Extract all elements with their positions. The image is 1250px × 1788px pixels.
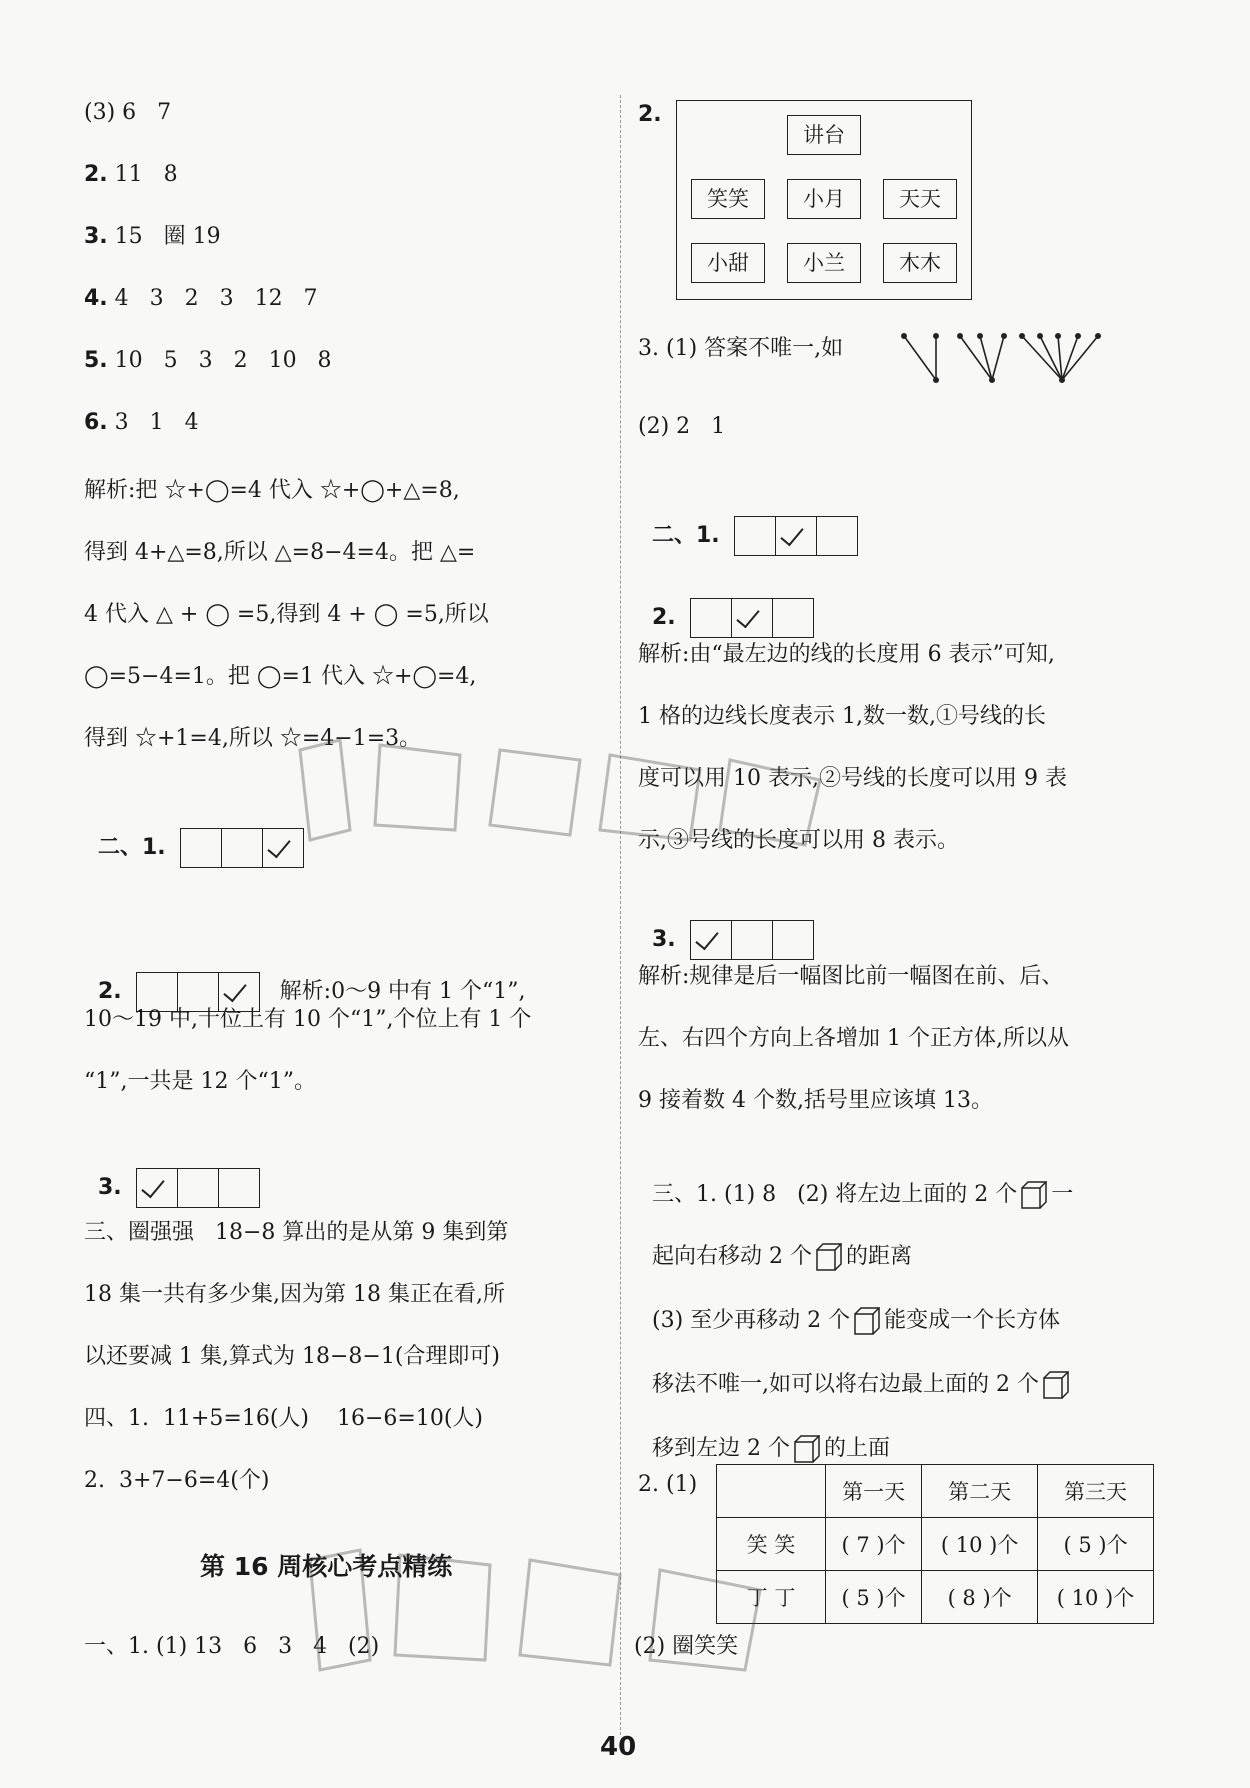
seat: 小月 <box>787 179 861 219</box>
analysis-line: 10～19 中,十位上有 10 个“1”,个位上有 1 个 <box>84 1007 532 1032</box>
cube-icon <box>794 1435 820 1463</box>
choice-box <box>218 1168 260 1208</box>
table-cell: 笑 笑 <box>717 1518 826 1571</box>
answer-line: 起向右移动 2 个 的距离 <box>652 1244 912 1269</box>
count-table <box>716 1464 1154 1624</box>
checked-box <box>690 920 732 960</box>
seat: 笑笑 <box>691 179 765 219</box>
analysis-line: 解析:由“最左边的线的长度用 6 表示”可知, <box>638 642 1055 667</box>
answer-line: 2. 3+7−6=4(个) <box>84 1468 270 1493</box>
choice-question: 二、1. <box>84 798 303 868</box>
table-header: 第三天 <box>1038 1465 1154 1518</box>
week-title: 第 16 周核心考点精练 <box>200 1552 453 1581</box>
choice-box <box>816 516 858 556</box>
analysis-line: ◯=5−4=1。把 ◯=1 代入 ☆+◯=4, <box>84 664 477 689</box>
seat: 木木 <box>883 243 957 283</box>
answer-line: (2) 2 1 <box>638 414 726 439</box>
analysis-line: 得到 ☆+1=4,所以 ☆=4−1=3。 <box>84 726 422 751</box>
answer-line: 四、1. 11+5=16(人) 16−6=10(人) <box>84 1406 483 1431</box>
column-divider <box>620 95 621 1735</box>
choice-question: 2. 解析:0～9 中有 1 个“1”, <box>84 942 526 1012</box>
answer-line: 3. (1) 答案不唯一,如 <box>638 336 844 361</box>
analysis-line: 解析:规律是后一幅图比前一幅图在前、后、 <box>638 964 1064 989</box>
table-cell: ( 10 )个 <box>1038 1571 1154 1624</box>
seat: 小兰 <box>787 243 861 283</box>
choice-question: 2. <box>638 568 813 638</box>
choice-box <box>772 598 814 638</box>
cube-icon <box>1021 1181 1047 1209</box>
seat: 小甜 <box>691 243 765 283</box>
answer-line: (2) 圈笑笑 <box>634 1634 739 1659</box>
seat: 天天 <box>883 179 957 219</box>
answer-line: 以还要减 1 集,算式为 18−8−1(合理即可) <box>84 1344 500 1369</box>
choice-box <box>177 1168 219 1208</box>
choice-box <box>734 516 776 556</box>
question-number: 2. <box>638 102 662 127</box>
answer-line: 三、1. (1) 8 (2) 将左边上面的 2 个 一 <box>652 1182 1074 1207</box>
table-cell <box>717 1465 826 1518</box>
choice-box <box>180 828 222 868</box>
table-row <box>717 1571 1154 1624</box>
check-icon <box>780 522 803 547</box>
checked-box <box>775 516 817 556</box>
table-cell: ( 10 )个 <box>922 1518 1038 1571</box>
cube-icon <box>816 1243 842 1271</box>
answer-line: (3) 6 7 <box>84 100 172 125</box>
choice-box <box>690 598 732 638</box>
analysis-line: 9 接着数 4 个数,括号里应该填 13。 <box>638 1088 993 1113</box>
line-diagram-icon <box>900 330 1140 388</box>
answer-line: 移法不唯一,如可以将右边最上面的 2 个 <box>638 1340 1073 1400</box>
choice-question: 3. <box>84 1138 259 1208</box>
page-number: 40 <box>600 1732 637 1762</box>
podium-seat: 讲台 <box>787 115 861 155</box>
table-cell: ( 5 )个 <box>826 1571 922 1624</box>
choice-box <box>772 920 814 960</box>
analysis-line: 得到 4+△=8,所以 △=8−4=4。把 △= <box>84 540 476 565</box>
cube-icon <box>1043 1371 1069 1399</box>
answer-line: 2. (1) <box>638 1472 698 1497</box>
watermark-graphic <box>300 1540 780 1680</box>
analysis-line: “1”,一共是 12 个“1”。 <box>84 1069 316 1094</box>
table-header-row <box>717 1465 1154 1518</box>
table-cell: ( 7 )个 <box>826 1518 922 1571</box>
analysis-line: 示,③号线的长度可以用 8 表示。 <box>638 828 959 853</box>
check-icon <box>141 1174 164 1199</box>
answer-line: (3) 至少再移动 2 个 能变成一个长方体 <box>652 1308 1061 1333</box>
answer-line: 6. 3 1 4 <box>84 410 199 435</box>
answer-line: 移到左边 2 个 的上面 <box>652 1436 890 1461</box>
choice-question: 3. <box>638 890 813 960</box>
answer-line: 5. 10 5 3 2 10 8 <box>84 348 332 373</box>
check-icon <box>695 926 718 951</box>
table-cell: ( 8 )个 <box>922 1571 1038 1624</box>
table-header: 第二天 <box>922 1465 1038 1518</box>
answer-line: 18 集一共有多少集,因为第 18 集正在看,所 <box>84 1282 505 1307</box>
analysis-line: 左、右四个方向上各增加 1 个正方体,所以从 <box>638 1026 1069 1051</box>
answer-line: 4. 4 3 2 3 12 7 <box>84 286 318 311</box>
answer-line: 2. 11 8 <box>84 162 178 187</box>
seating-chart <box>676 100 972 300</box>
table-cell: 丁 丁 <box>717 1571 826 1624</box>
answer-line: 3. 15 圈 19 <box>84 224 221 249</box>
analysis-line: 解析:把 ☆+◯=4 代入 ☆+◯+△=8, <box>84 478 460 503</box>
check-icon <box>736 604 759 629</box>
watermark-graphic <box>280 730 840 850</box>
choice-box <box>731 920 773 960</box>
answer-line: 三、圈强强 18−8 算出的是从第 9 集到第 <box>84 1220 509 1245</box>
table-header: 第一天 <box>826 1465 922 1518</box>
table-row <box>717 1518 1154 1571</box>
checked-box <box>731 598 773 638</box>
table-cell: ( 5 )个 <box>1038 1518 1154 1571</box>
analysis-line: 4 代入 △ + ◯ =5,得到 4 + ◯ =5,所以 <box>84 602 489 627</box>
choice-question: 二、1. <box>638 486 857 556</box>
analysis-line: 度可以用 10 表示,②号线的长度可以用 9 表 <box>638 766 1067 791</box>
check-icon <box>223 978 246 1003</box>
choice-box <box>221 828 263 868</box>
cube-icon <box>854 1307 880 1335</box>
analysis-line: 1 格的边线长度表示 1,数一数,①号线的长 <box>638 704 1046 729</box>
checked-box <box>136 1168 178 1208</box>
answer-line: 一、1. (1) 13 6 3 4 (2) <box>84 1634 380 1659</box>
